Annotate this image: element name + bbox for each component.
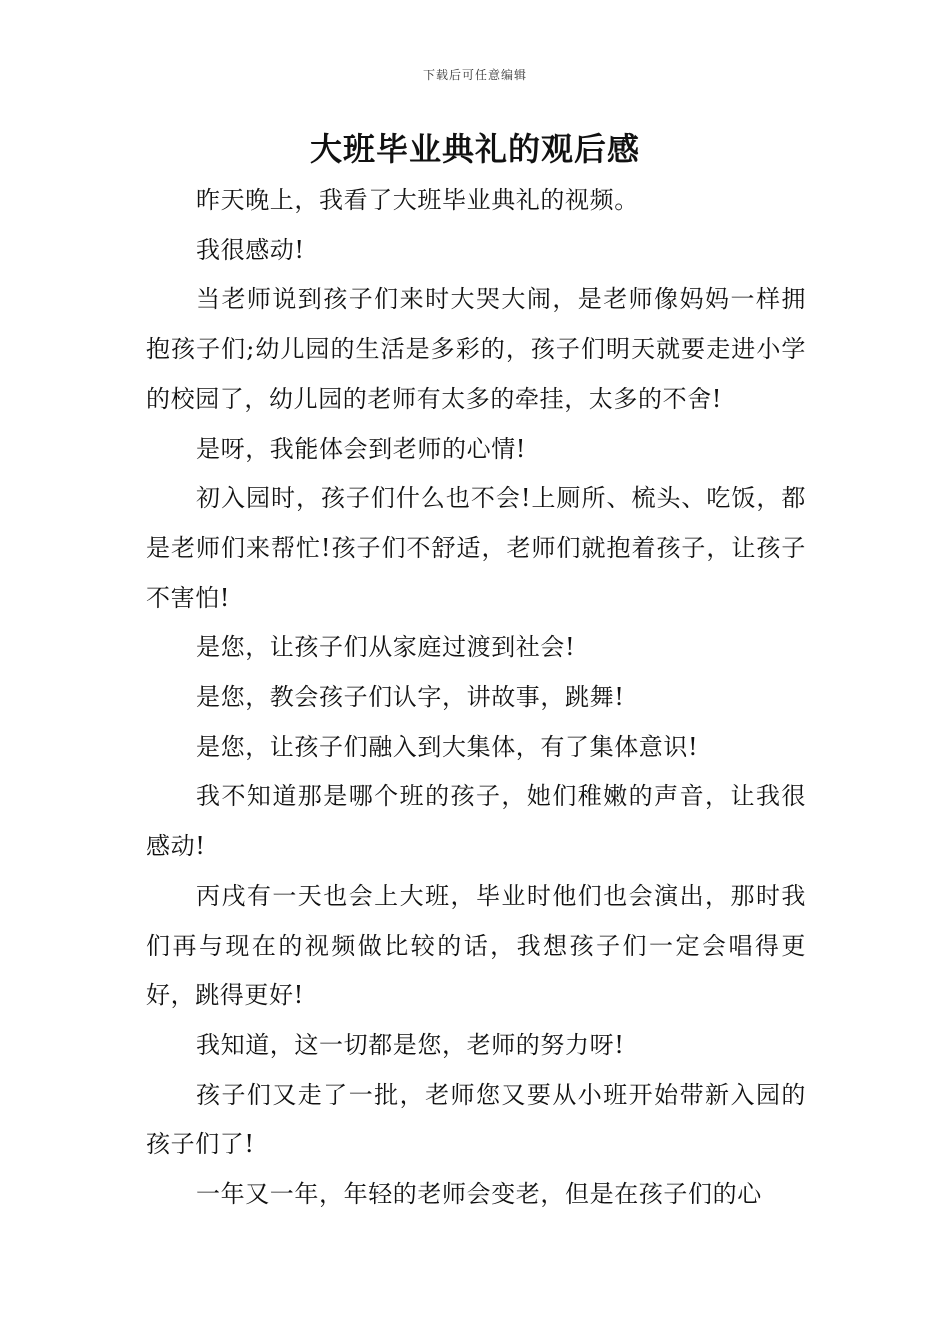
document-title: 大班毕业典礼的观后感 [309,130,640,168]
paragraph-10: 丙戌有一天也会上大班，毕业时他们也会演出，那时我们再与现在的视频做比较的话，我想孩子们一定会唱得更好，跳得更好! [146,881,806,1010]
paragraph-7: 是您，教会孩子们认字，讲故事，跳舞! [196,683,625,712]
paragraph-3: 当老师说到孩子们来时大哭大闹，是老师像妈妈一样拥抱孩子们;幼儿园的生活是多彩的，孩子们明天就要走进小学的校园了，幼儿园的老师有太多的牵挂，太多的不舍! [146,285,806,413]
paragraph-4: 是呀，我能体会到老师的心情! [196,434,527,463]
document-body [146,176,806,1220]
paragraph-6: 是您，让孩子们从家庭过渡到社会! [196,633,576,662]
paragraph-2: 我很感动! [196,235,305,264]
paragraph-13: 一年又一年，年轻的老师会变老，但是在孩子们的心 [196,1180,762,1209]
paragraph-8: 是您，让孩子们融入到大集体，有了集体意识! [196,732,699,761]
paragraph-12: 孩子们又走了一批，老师您又要从小班开始带新入园的孩子们了! [146,1080,806,1159]
paragraph-1: 昨天晚上，我看了大班毕业典礼的视频。 [196,186,639,214]
paragraph-11: 我知道，这一切都是您，老师的努力呀! [196,1030,625,1059]
paragraph-5: 初入园时，孩子们什么也不会!上厕所、梳头、吃饭，都是老师们来帮忙!孩子们不舒适，老师们就抱着孩子，让孩子不害怕! [146,484,806,612]
header-note: 下载后可任意编辑 [422,68,527,82]
paragraph-9: 我不知道那是哪个班的孩子，她们稚嫩的声音，让我很感动! [146,782,806,861]
